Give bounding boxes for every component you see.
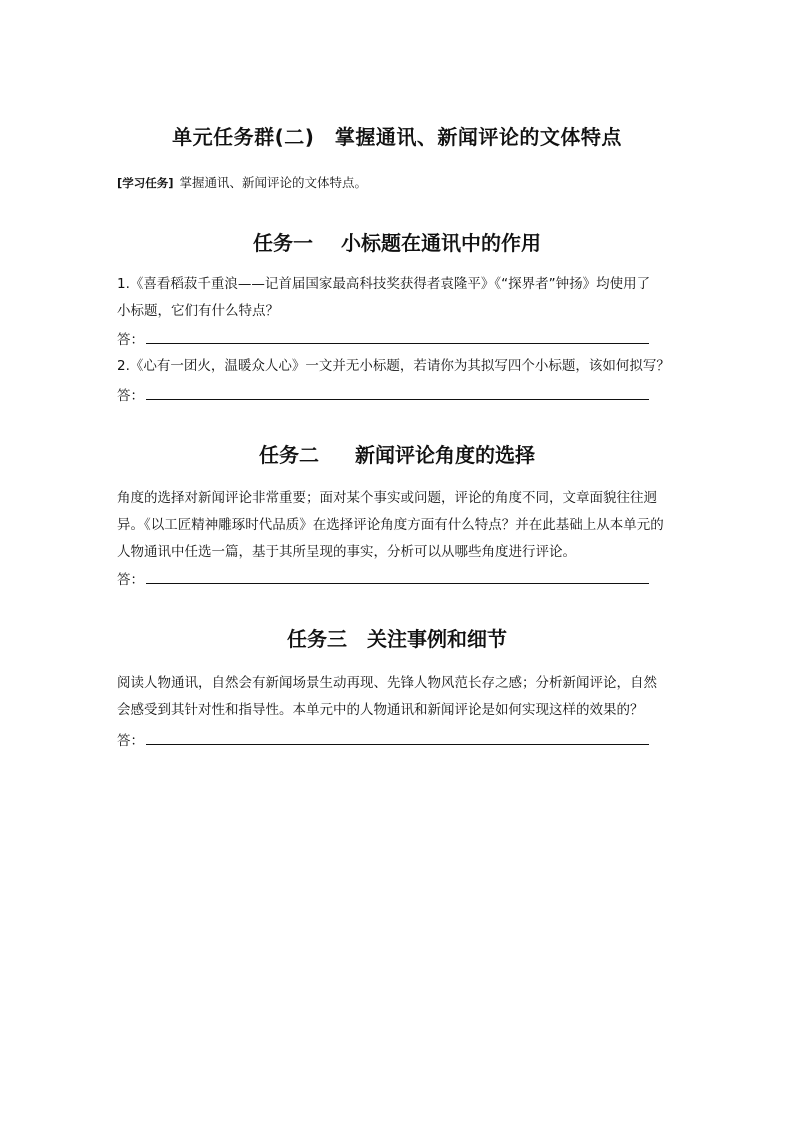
task2-heading [0, 439, 794, 468]
task3-line1: 阅读人物通讯，自然会有新闻场景生动再现、先锋人物风范长存之感；分析新闻评论，自然 [117, 675, 657, 691]
answer-blank-line[interactable] [146, 399, 649, 400]
study-task-tag: [学习任务] [117, 176, 174, 190]
task2-answer[interactable] [117, 568, 144, 588]
task1-q1-answer[interactable] [117, 328, 144, 348]
task1-heading-sub: 小标题在通讯中的作用 [341, 231, 541, 255]
answer-label: 答： [117, 733, 144, 749]
answer-label: 答： [117, 332, 144, 348]
task2-line1: 角度的选择对新闻评论非常重要；面对某个事实或问题，评论的角度不同，文章面貌往往迥 [117, 490, 657, 506]
task3-paragraph [117, 670, 687, 724]
task1-question1 [117, 271, 687, 325]
task3-heading-sub: 关注事例和细节 [367, 627, 507, 651]
task3-heading-main: 任务三 [287, 627, 347, 651]
task1-question2 [117, 353, 687, 380]
study-task-text: 掌握通讯、新闻评论的文体特点。 [179, 175, 368, 190]
task1-q1-line2: 小标题，它们有什么特点？ [117, 303, 279, 319]
task3-heading [0, 623, 794, 652]
answer-label: 答： [117, 572, 144, 588]
task3-line2: 会感受到其针对性和指导性。本单元中的人物通讯和新闻评论是如何实现这样的效果的？ [117, 702, 644, 718]
answer-blank-line[interactable] [146, 343, 649, 344]
task1-q2-answer[interactable] [117, 384, 144, 404]
task1-heading [0, 227, 794, 256]
answer-label: 答： [117, 388, 144, 404]
task1-q1-line1: 1.《喜看稻菽千重浪——记首届国家最高科技奖获得者袁隆平》《“探界者”钟扬》均使用了 [117, 276, 651, 292]
answer-blank-line[interactable] [146, 744, 649, 745]
task2-paragraph [117, 485, 687, 566]
answer-blank-line[interactable] [146, 583, 649, 584]
study-task-line [117, 173, 367, 191]
task3-answer[interactable] [117, 729, 144, 749]
task2-heading-main: 任务二 [259, 443, 319, 467]
task1-q2-line1: 2.《心有一团火，温暖众人心》一文并无小标题，若请你为其拟写四个小标题，该如何拟写？ [117, 358, 670, 374]
page-title: 单元任务群(二) 掌握通讯、新闻评论的文体特点 [172, 125, 622, 149]
task2-heading-sub: 新闻评论角度的选择 [355, 443, 535, 467]
task2-line2: 异。《以工匠精神雕琢时代品质》在选择评论角度方面有什么特点？并在此基础上从本单元的 [117, 517, 664, 533]
task1-heading-main: 任务一 [253, 231, 313, 255]
task2-line3: 人物通讯中任选一篇，基于其所呈现的事实，分析可以从哪些角度进行评论。 [117, 544, 576, 560]
